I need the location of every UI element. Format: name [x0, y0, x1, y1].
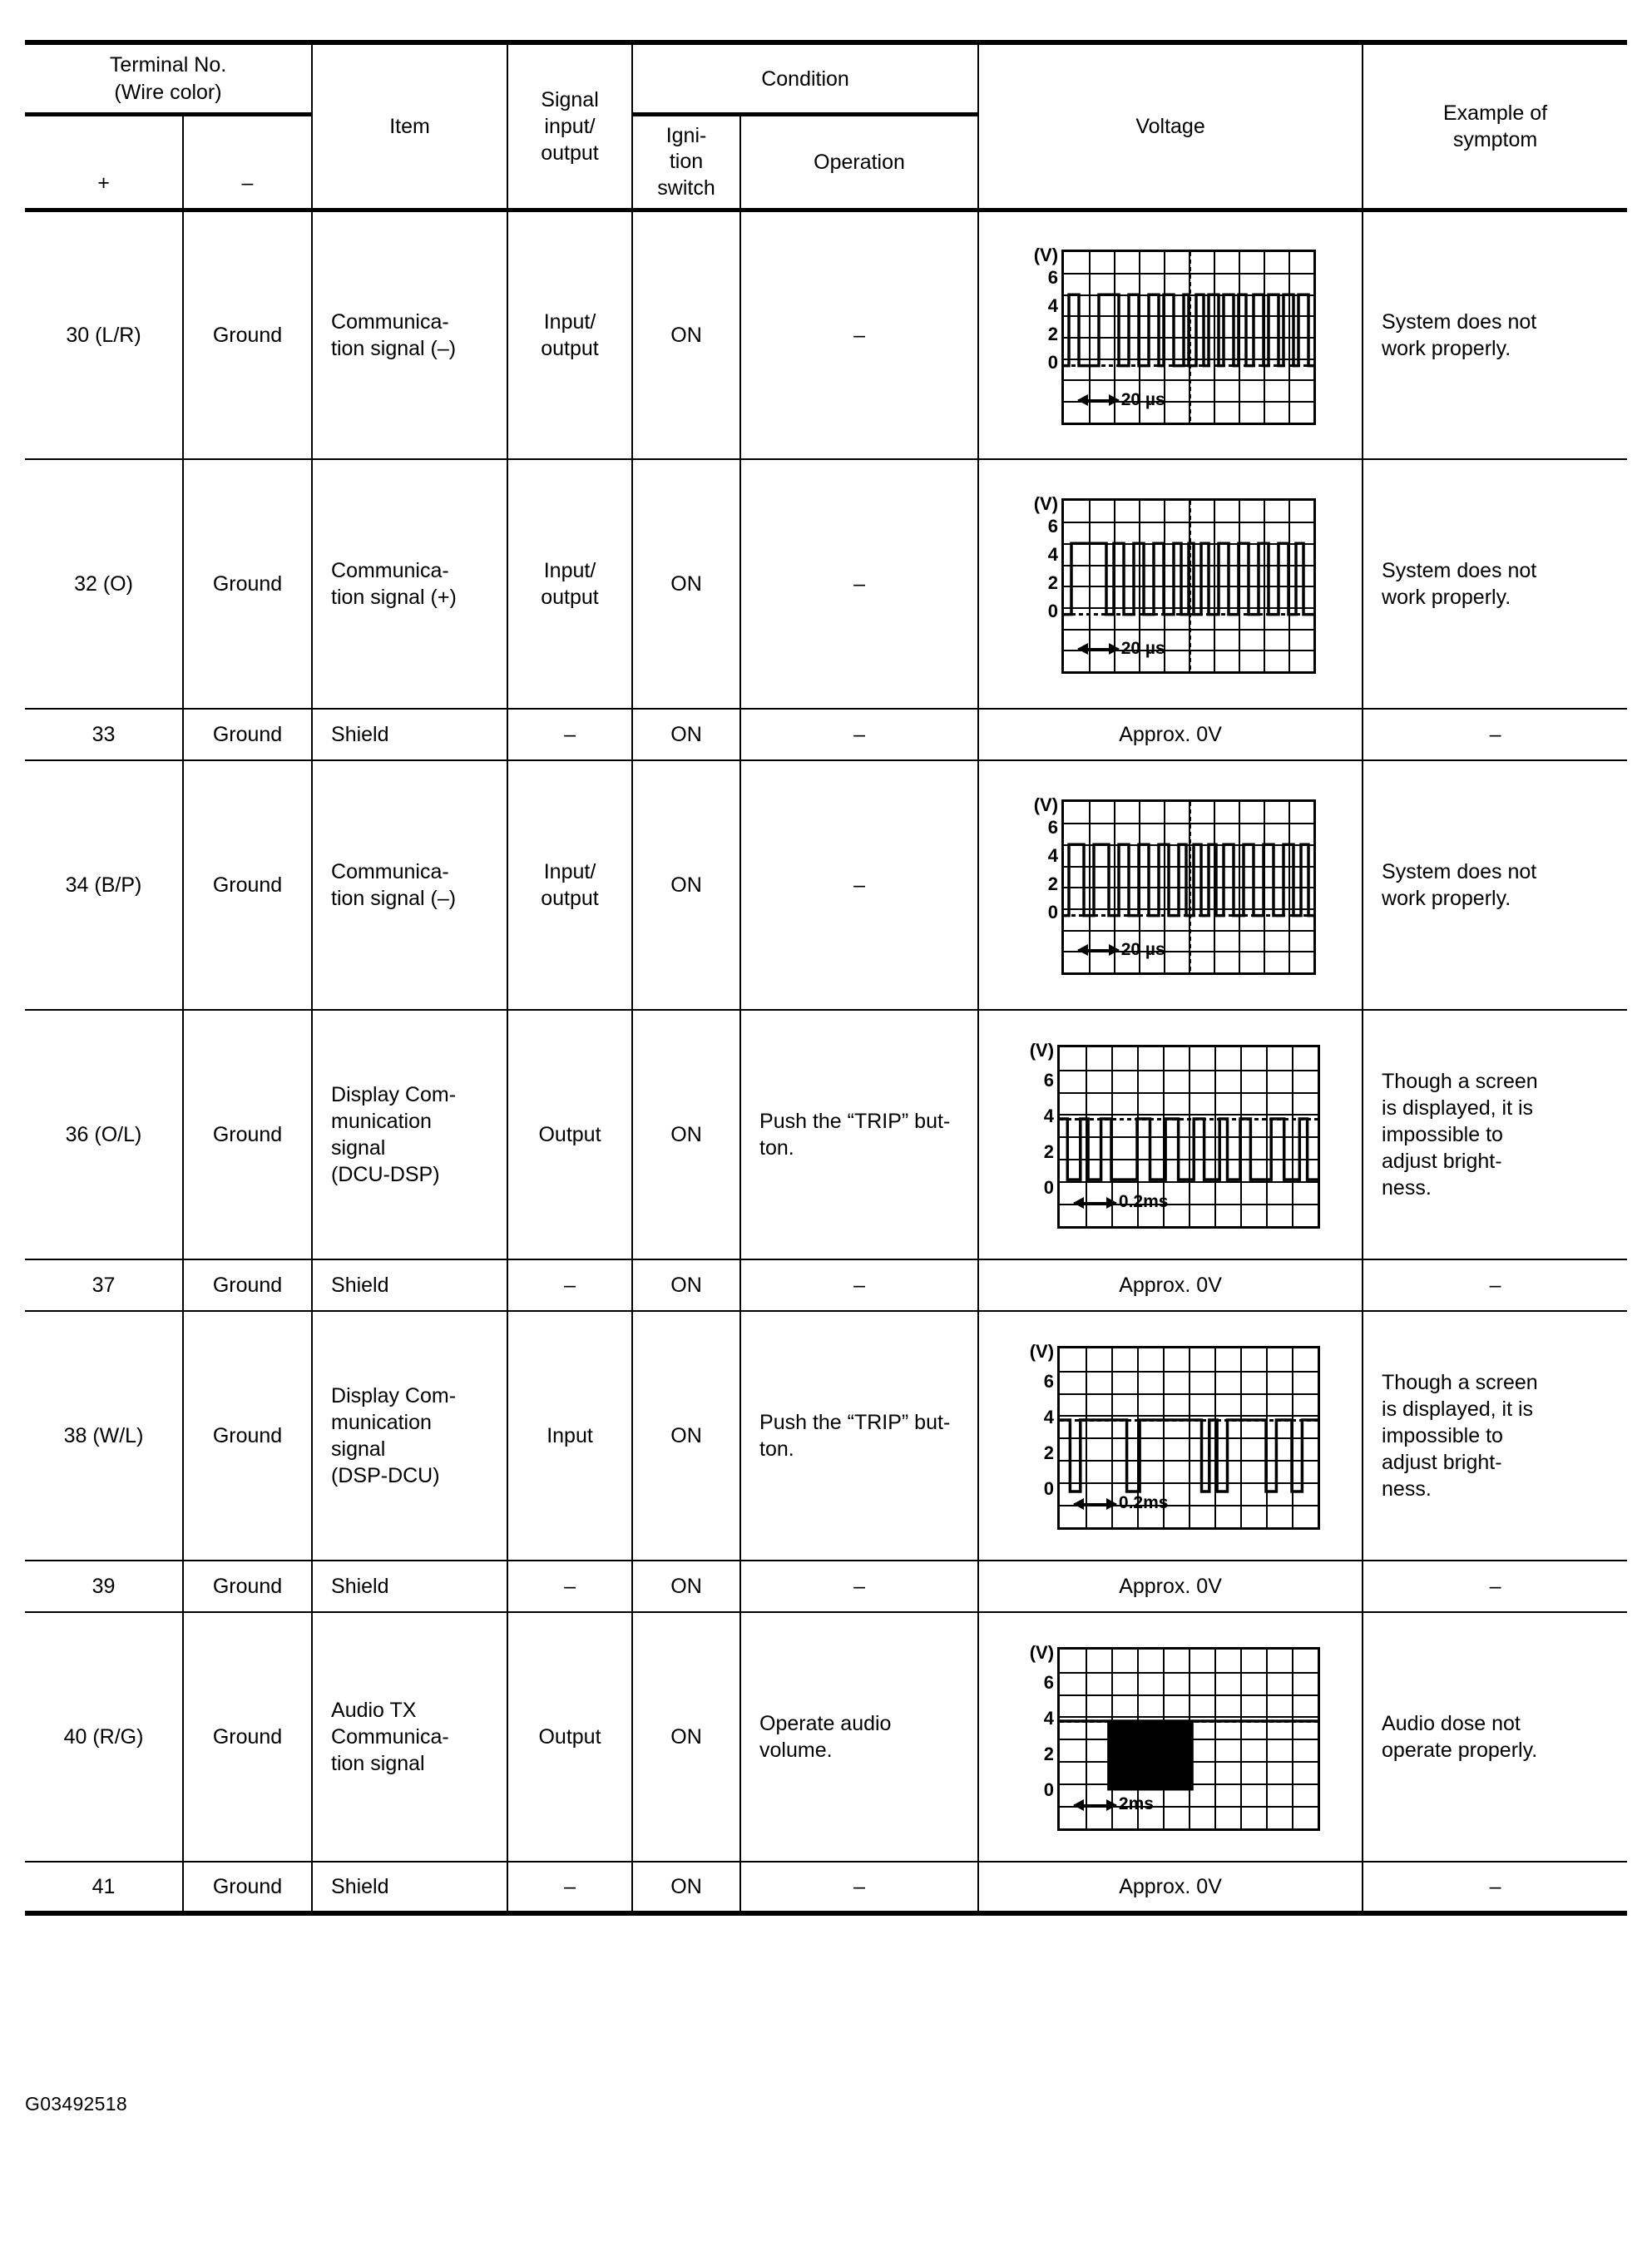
cell-terminal-no — [25, 1862, 183, 1913]
cell-symptom-line: ness. — [1382, 1477, 1432, 1501]
header-plus: + — [25, 115, 183, 210]
cell-operation-line: volume. — [759, 1739, 833, 1763]
cell-ignition-switch — [632, 459, 740, 709]
cell-signal-io-line: Input/ — [543, 860, 596, 884]
waveform-timebase-label: 0.2ms — [1118, 1192, 1169, 1212]
cell-ground-line: Ground — [212, 1575, 283, 1599]
cell-ignition-switch-line: ON — [670, 1424, 702, 1448]
waveform-y-tick-label: 2 — [1043, 1442, 1055, 1463]
cell-ignition-switch — [632, 1311, 740, 1561]
cell-symptom — [1363, 1862, 1627, 1913]
waveform-timebase-label: 2ms — [1118, 1794, 1154, 1814]
waveform-y-tick-label: 2 — [1047, 324, 1059, 344]
cell-symptom — [1363, 760, 1627, 1010]
cell-voltage-text: Approx. 0V — [1119, 723, 1222, 747]
cell-voltage-text: Approx. 0V — [1119, 1274, 1222, 1298]
waveform-timebase-annotation — [1078, 638, 1165, 660]
waveform-timebase-annotation — [1078, 939, 1165, 962]
cell-item-line: Shield — [331, 1575, 389, 1599]
header-minus: – — [183, 115, 312, 210]
waveform-unit-label: (V) — [1029, 1340, 1055, 1362]
cell-signal-io-line: Input/ — [543, 310, 596, 334]
cell-operation — [740, 1311, 978, 1561]
cell-symptom — [1363, 210, 1627, 459]
table-row — [25, 1259, 1627, 1311]
waveform-y-tick-label: 6 — [1047, 816, 1059, 838]
header-terminal-no-line1: Terminal No. — [109, 53, 227, 77]
cell-ground-line: Ground — [212, 1274, 283, 1298]
cell-voltage — [978, 1010, 1363, 1259]
header-signal-io-line3: output — [541, 141, 599, 165]
cell-item-line: Shield — [331, 1274, 389, 1298]
waveform-y-axis — [1025, 244, 1059, 420]
waveform-y-tick-label: 4 — [1047, 294, 1059, 316]
cell-operation — [740, 1259, 978, 1311]
cell-terminal-no-line: 30 (L/R) — [66, 324, 141, 347]
cell-operation — [740, 459, 978, 709]
cell-terminal-no-line: 37 — [92, 1274, 116, 1298]
cell-symptom-line: System does not — [1382, 559, 1537, 583]
cell-operation-line: – — [853, 723, 865, 747]
waveform-unit-label: (V) — [1029, 1039, 1055, 1061]
oscilloscope-waveform — [987, 1040, 1353, 1230]
cell-item-line: tion signal (+) — [331, 586, 457, 610]
table-row — [25, 1010, 1627, 1259]
cell-symptom-line: adjust bright- — [1382, 1451, 1502, 1475]
cell-item-line: signal — [331, 1136, 386, 1160]
waveform-timebase-label: 20 µs — [1120, 639, 1165, 659]
cell-terminal-no — [25, 760, 183, 1010]
cell-item-line: Shield — [331, 723, 389, 747]
cell-ignition-switch — [632, 709, 740, 760]
cell-signal-io-line: Input — [547, 1424, 593, 1448]
cell-item-line: munication — [331, 1411, 432, 1435]
cell-symptom — [1363, 459, 1627, 709]
cell-voltage — [978, 1311, 1363, 1561]
cell-terminal-no — [25, 210, 183, 459]
cell-voltage-text: Approx. 0V — [1119, 1575, 1222, 1599]
cell-operation — [740, 210, 978, 459]
table-row — [25, 1862, 1627, 1913]
cell-item-line: signal — [331, 1437, 386, 1462]
cell-symptom-line: System does not — [1382, 310, 1537, 334]
cell-ignition-switch — [632, 1010, 740, 1259]
header-ignition-line1: Igni- — [665, 124, 707, 147]
waveform-y-tick-label: 0 — [1047, 601, 1059, 622]
waveform-y-tick-label: 4 — [1043, 1406, 1055, 1427]
oscilloscope-waveform — [987, 1642, 1353, 1833]
cell-ignition-switch-line: ON — [670, 572, 702, 596]
waveform-y-tick-label: 4 — [1047, 845, 1059, 867]
cell-signal-io-line: – — [564, 723, 576, 747]
cell-operation — [740, 1010, 978, 1259]
cell-item — [312, 459, 507, 709]
cell-symptom — [1363, 1612, 1627, 1862]
cell-ignition-switch — [632, 210, 740, 459]
cell-operation — [740, 1612, 978, 1862]
cell-operation — [740, 709, 978, 760]
cell-voltage — [978, 210, 1363, 459]
cell-signal-io-line: output — [541, 337, 599, 360]
waveform-timebase-label: 20 µs — [1120, 389, 1165, 409]
cell-ground — [183, 210, 312, 459]
header-terminal-no-line2: (Wire color) — [114, 80, 222, 104]
waveform-timebase-arrow — [1078, 949, 1119, 951]
header-voltage: Voltage — [978, 42, 1363, 210]
table-row — [25, 459, 1627, 709]
waveform-timebase-label: 20 µs — [1120, 940, 1165, 960]
cell-signal-io-line: – — [564, 1575, 576, 1599]
waveform-unit-label: (V) — [1033, 244, 1059, 265]
cell-symptom-line: impossible to — [1382, 1123, 1503, 1147]
cell-voltage — [978, 709, 1363, 760]
cell-item-line: Communica- — [331, 310, 449, 334]
header-example-symptom — [1363, 42, 1627, 210]
cell-item — [312, 1311, 507, 1561]
cell-terminal-no — [25, 1561, 183, 1612]
cell-ignition-switch — [632, 1862, 740, 1913]
table-row — [25, 210, 1627, 459]
waveform-timebase-annotation — [1078, 389, 1165, 412]
cell-terminal-no-line: 39 — [92, 1575, 116, 1599]
cell-terminal-no — [25, 709, 183, 760]
cell-symptom-line: – — [1489, 1875, 1501, 1899]
waveform-y-tick-label: 0 — [1047, 352, 1059, 374]
cell-signal-io — [507, 1010, 632, 1259]
waveform-y-tick-label: 6 — [1043, 1069, 1055, 1091]
cell-symptom-line: operate properly. — [1382, 1739, 1538, 1763]
cell-symptom-line: impossible to — [1382, 1424, 1503, 1448]
waveform-y-tick-label: 6 — [1043, 1370, 1055, 1392]
cell-ground-line: Ground — [212, 1123, 283, 1147]
header-signal-io — [507, 42, 632, 210]
cell-item-line: tion signal (–) — [331, 887, 457, 911]
cell-voltage — [978, 459, 1363, 709]
cell-symptom-line: System does not — [1382, 860, 1537, 884]
cell-symptom-line: – — [1489, 723, 1501, 747]
cell-terminal-no-line: 41 — [92, 1875, 116, 1899]
oscilloscope-waveform — [987, 794, 1353, 977]
cell-signal-io — [507, 760, 632, 1010]
cell-item — [312, 210, 507, 459]
waveform-unit-label: (V) — [1029, 1641, 1055, 1663]
cell-operation-line: ton. — [759, 1437, 794, 1462]
cell-ground-line: Ground — [212, 1725, 283, 1749]
waveform-unit-label: (V) — [1033, 492, 1059, 514]
table-body — [25, 210, 1627, 1913]
oscilloscope-waveform — [987, 1341, 1353, 1531]
waveform-y-tick-label: 0 — [1043, 1778, 1055, 1800]
cell-ignition-switch — [632, 1259, 740, 1311]
cell-signal-io-line: output — [541, 887, 599, 911]
header-ignition-switch — [632, 115, 740, 210]
cell-item-line: (DSP-DCU) — [331, 1464, 440, 1488]
table-header — [25, 42, 1627, 210]
cell-signal-io — [507, 1259, 632, 1311]
cell-signal-io-line: Output — [538, 1123, 601, 1147]
cell-item-line: Communica- — [331, 860, 449, 884]
waveform-plot-area — [1061, 250, 1316, 425]
cell-signal-io-line: output — [541, 586, 599, 610]
cell-operation-line: Push the “TRIP” but- — [759, 1110, 951, 1134]
header-terminal-no — [25, 42, 312, 115]
header-signal-io-line2: input/ — [544, 114, 596, 138]
cell-item — [312, 1259, 507, 1311]
waveform-y-tick-label: 2 — [1047, 873, 1059, 895]
cell-operation-line: – — [853, 873, 865, 898]
cell-ignition-switch-line: ON — [670, 1274, 702, 1298]
waveform-timebase-arrow — [1078, 399, 1119, 401]
cell-ignition-switch — [632, 1561, 740, 1612]
cell-ignition-switch-line: ON — [670, 324, 702, 347]
waveform-plot-area — [1057, 1346, 1320, 1530]
cell-item-line: Audio TX — [331, 1699, 417, 1723]
cell-terminal-no — [25, 459, 183, 709]
cell-voltage — [978, 760, 1363, 1010]
waveform-timebase-annotation — [1074, 1191, 1168, 1214]
cell-item-line: Communica- — [331, 559, 449, 583]
cell-item — [312, 1010, 507, 1259]
waveform-timebase-annotation — [1074, 1492, 1168, 1515]
oscilloscope-waveform — [987, 245, 1353, 427]
cell-operation-line: Push the “TRIP” but- — [759, 1411, 951, 1435]
table-row — [25, 1561, 1627, 1612]
cell-item-line: munication — [331, 1110, 432, 1134]
waveform-plot-area — [1061, 498, 1316, 674]
waveform-timebase-arrow — [1074, 1202, 1116, 1204]
header-operation: Operation — [740, 115, 978, 210]
cell-ground-line: Ground — [212, 572, 283, 596]
cell-symptom-line: – — [1489, 1274, 1501, 1298]
waveform-timebase-arrow — [1074, 1804, 1116, 1806]
cell-ground — [183, 1862, 312, 1913]
cell-item-line: tion signal — [331, 1752, 425, 1776]
cell-signal-io — [507, 210, 632, 459]
cell-symptom — [1363, 1010, 1627, 1259]
waveform-y-tick-label: 6 — [1047, 515, 1059, 537]
cell-ignition-switch-line: ON — [670, 873, 702, 898]
cell-symptom-line: work properly. — [1382, 887, 1511, 911]
cell-signal-io-line: Output — [538, 1725, 601, 1749]
waveform-y-axis — [1021, 1340, 1055, 1525]
cell-voltage-text: Approx. 0V — [1119, 1875, 1222, 1899]
waveform-y-tick-label: 2 — [1043, 1140, 1055, 1162]
cell-terminal-no-line: 33 — [92, 723, 116, 747]
header-ignition-line2: tion — [669, 150, 704, 174]
cell-ground-line: Ground — [212, 873, 283, 898]
header-example-line2: symptom — [1452, 127, 1538, 151]
header-ignition-line3: switch — [657, 176, 715, 200]
waveform-y-tick-label: 6 — [1043, 1671, 1055, 1693]
cell-ground-line: Ground — [212, 1424, 283, 1448]
cell-operation-line: – — [853, 1575, 865, 1599]
cell-operation — [740, 1561, 978, 1612]
cell-terminal-no — [25, 1612, 183, 1862]
cell-ignition-switch-line: ON — [670, 1875, 702, 1899]
cell-operation-line: Operate audio — [759, 1712, 892, 1736]
oscilloscope-waveform — [987, 493, 1353, 675]
waveform-y-tick-label: 0 — [1043, 1176, 1055, 1198]
cell-terminal-no-line: 34 (B/P) — [65, 873, 142, 898]
cell-ignition-switch — [632, 1612, 740, 1862]
cell-ground-line: Ground — [212, 324, 283, 347]
cell-signal-io-line: – — [564, 1274, 576, 1298]
cell-signal-io — [507, 1311, 632, 1561]
cell-operation — [740, 1862, 978, 1913]
cell-symptom-line: – — [1489, 1575, 1501, 1599]
terminal-voltage-table — [25, 40, 1627, 1916]
cell-ground-line: Ground — [212, 1875, 283, 1899]
cell-item-line: Shield — [331, 1875, 389, 1899]
cell-ignition-switch — [632, 760, 740, 1010]
cell-signal-io — [507, 459, 632, 709]
cell-item-line: Display Com- — [331, 1384, 457, 1408]
cell-voltage — [978, 1259, 1363, 1311]
waveform-y-tick-label: 0 — [1043, 1477, 1055, 1499]
figure-reference-code: G03492518 — [25, 2093, 127, 2115]
cell-operation-line: ton. — [759, 1136, 794, 1160]
cell-symptom — [1363, 709, 1627, 760]
cell-item-line: Communica- — [331, 1725, 449, 1749]
cell-ground — [183, 1311, 312, 1561]
cell-symptom-line: ness. — [1382, 1176, 1432, 1200]
cell-operation-line: – — [853, 324, 865, 347]
waveform-timebase-label: 0.2ms — [1118, 1493, 1169, 1513]
waveform-unit-label: (V) — [1033, 794, 1059, 815]
waveform-y-axis — [1025, 794, 1059, 970]
cell-terminal-no-line: 38 (W/L) — [63, 1424, 144, 1448]
cell-terminal-no-line: 40 (R/G) — [63, 1725, 144, 1749]
cell-symptom-line: adjust bright- — [1382, 1150, 1502, 1174]
cell-symptom-line: Though a screen — [1382, 1070, 1538, 1094]
cell-ignition-switch-line: ON — [670, 723, 702, 747]
waveform-y-axis — [1021, 1641, 1055, 1826]
cell-symptom-line: Audio dose not — [1382, 1712, 1521, 1736]
cell-operation-line: – — [853, 1274, 865, 1298]
cell-signal-io — [507, 1612, 632, 1862]
header-signal-io-line1: Signal — [541, 87, 599, 111]
cell-symptom-line: is displayed, it is — [1382, 1398, 1534, 1422]
waveform-plot-area — [1057, 1647, 1320, 1831]
cell-ignition-switch-line: ON — [670, 1123, 702, 1147]
cell-terminal-no-line: 36 (O/L) — [65, 1123, 142, 1147]
header-example-line1: Example of — [1443, 101, 1548, 125]
cell-item-line: Display Com- — [331, 1083, 457, 1107]
cell-symptom — [1363, 1259, 1627, 1311]
cell-voltage — [978, 1862, 1363, 1913]
waveform-y-tick-label: 4 — [1043, 1105, 1055, 1126]
cell-ground-line: Ground — [212, 723, 283, 747]
cell-item-line: (DCU-DSP) — [331, 1163, 440, 1187]
waveform-y-tick-label: 0 — [1047, 902, 1059, 923]
cell-item — [312, 1561, 507, 1612]
cell-symptom-line: is displayed, it is — [1382, 1096, 1534, 1120]
cell-ground — [183, 459, 312, 709]
cell-signal-io — [507, 1561, 632, 1612]
cell-operation — [740, 760, 978, 1010]
waveform-y-axis — [1021, 1039, 1055, 1224]
waveform-y-tick-label: 4 — [1047, 544, 1059, 566]
cell-item — [312, 1862, 507, 1913]
cell-signal-io — [507, 1862, 632, 1913]
cell-voltage — [978, 1612, 1363, 1862]
cell-signal-io — [507, 709, 632, 760]
cell-terminal-no-line: 32 (O) — [74, 572, 133, 596]
cell-symptom — [1363, 1561, 1627, 1612]
waveform-y-axis — [1025, 492, 1059, 669]
header-condition: Condition — [632, 42, 978, 115]
cell-ground — [183, 1561, 312, 1612]
cell-ignition-switch-line: ON — [670, 1575, 702, 1599]
cell-operation-line: – — [853, 1875, 865, 1899]
cell-ground — [183, 709, 312, 760]
cell-terminal-no — [25, 1010, 183, 1259]
waveform-timebase-arrow — [1078, 648, 1119, 650]
waveform-timebase-annotation — [1074, 1793, 1154, 1816]
table-row — [25, 1612, 1627, 1862]
waveform-y-tick-label: 6 — [1047, 266, 1059, 288]
waveform-y-tick-label: 4 — [1043, 1707, 1055, 1729]
cell-item — [312, 1612, 507, 1862]
waveform-timebase-arrow — [1074, 1503, 1116, 1505]
cell-voltage — [978, 1561, 1363, 1612]
cell-symptom-line: work properly. — [1382, 337, 1511, 360]
cell-ignition-switch-line: ON — [670, 1725, 702, 1749]
header-item: Item — [312, 42, 507, 210]
waveform-plot-area — [1057, 1045, 1320, 1229]
table-row — [25, 709, 1627, 760]
cell-ground — [183, 1010, 312, 1259]
cell-symptom-line: work properly. — [1382, 586, 1511, 610]
header-row-1 — [25, 42, 1627, 115]
cell-ground — [183, 1259, 312, 1311]
cell-operation-line: – — [853, 572, 865, 596]
cell-item-line: tion signal (–) — [331, 337, 457, 360]
cell-ground — [183, 1612, 312, 1862]
table-row — [25, 1311, 1627, 1561]
cell-item — [312, 760, 507, 1010]
table-row — [25, 760, 1627, 1010]
cell-terminal-no — [25, 1311, 183, 1561]
cell-symptom-line: Though a screen — [1382, 1371, 1538, 1395]
waveform-y-tick-label: 2 — [1043, 1743, 1055, 1764]
cell-signal-io-line: – — [564, 1875, 576, 1899]
cell-terminal-no — [25, 1259, 183, 1311]
cell-item — [312, 709, 507, 760]
cell-symptom — [1363, 1311, 1627, 1561]
waveform-plot-area — [1061, 799, 1316, 975]
cell-signal-io-line: Input/ — [543, 559, 596, 583]
waveform-y-tick-label: 2 — [1047, 572, 1059, 594]
cell-ground — [183, 760, 312, 1010]
